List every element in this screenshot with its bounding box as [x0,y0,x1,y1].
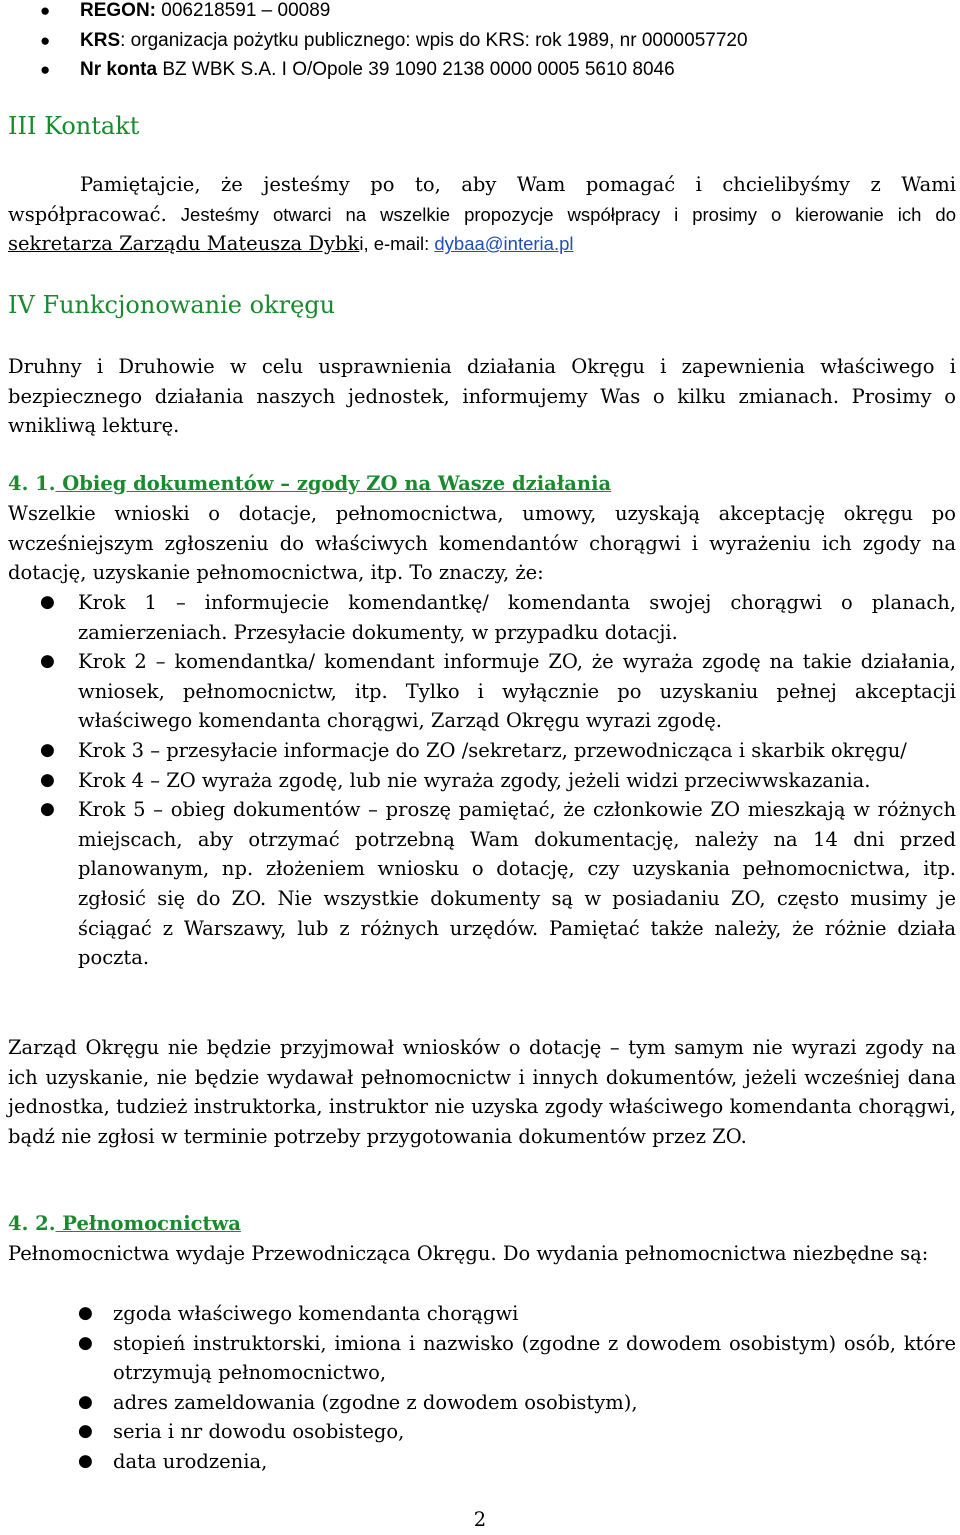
list-item [8,1417,956,1447]
documents-closing: Zarząd Okręgu nie będzie przyjmował wniosków o dotację – tym samym nie wyrazi zgody na ich uzyskanie, nie będzie wydawał pełnomocnictw i innych dokumentów, jeżeli wcześniej dana jednostka, tudzież instruktorka, instruktor nie uzyska zgody właściwego komendanta chorągwi, bądź nie zgłosi w terminie potrzeby przygotowania dokumentów przez ZO. [8,1036,956,1148]
bullet-icon: ● [40,30,51,50]
krs-label: KRS [80,29,121,51]
organization-details-list [0,0,960,85]
bullet-icon: ● [40,592,55,612]
contact-body: współpracować. Jesteśmy otwarci na wszelkie propozycje współpracy i prosimy o kierowanie ich do sekretarza Zarządu Mateusza Dybki, e-mail: dybaa@interia.pl [8,202,956,256]
list-item [8,795,956,973]
requirement-text: seria i nr dowodu osobistego, [113,1420,405,1444]
bullet-icon: ● [40,799,55,820]
list-item [0,26,960,56]
bullet-icon: ● [78,1332,93,1353]
requirement-text: data urodzenia, [113,1449,268,1473]
list-item [8,1299,956,1329]
subsection-number: 4. 1. [8,472,56,495]
section-heading-functioning: IV Funkcjonowanie okręgu [8,291,336,319]
list-item [8,766,956,796]
bullet-icon: ● [78,1421,93,1442]
step-text: Krok 2 – komendantka/ komendant informuje ZO, że wyraża zgodę na takie działania, wniosek, pełnomocnictw, itp. Tylko i wyłącznie po uzyskaniu pełnej akceptacji właściwego komendanta chorągwi, Zarząd Okręgu wyrazi zgodę. [78,650,956,733]
subsection-number: 4. 2. [8,1212,56,1235]
account-label: Nr konta [80,59,158,81]
bullet-icon: ● [40,1,51,20]
list-item [8,588,956,647]
step-text: Krok 1 – informujecie komendantkę/ komendanta swojej chorągwi o planach, zamierzeniach. Przesyłacie dokumenty, w przypadku dotacji. [78,591,956,644]
bullet-icon: ● [78,1303,93,1323]
list-item [8,1388,956,1418]
list-item [8,1329,956,1388]
bullet-icon: ● [40,60,51,80]
powers-intro: Pełnomocnictwa wydaje Przewodnicząca Okręgu. Do wydania pełnomocnictwa niezbędne są: [8,1242,929,1265]
list-item [8,647,956,736]
regon-label: REGON: [80,0,156,21]
functioning-intro: Druhny i Druhowie w celu usprawnienia działania Okręgu i zapewnienia właściwego i bezpiecznego działania naszych jednostek, informujemy Was o kilku zmianach. Prosimy o wnikliwą lekturę. [8,355,956,438]
list-item [8,1447,956,1477]
step-text: Krok 3 – przesyłacie informacje do ZO /sekretarz, przewodnicząca i skarbik okręgu/ [78,738,907,762]
subsection-heading-powers [8,1209,241,1239]
documents-intro: Wszelkie wnioski o dotacje, pełnomocnictwa, umowy, uzyskają akceptację okręgu po wcześniejszym zgłoszeniu do właściwych komendantów chorągwi i wyrażeniu ich zgody na dotację, uzyskanie pełnomocnictwa, itp. To znaczy, że: [8,502,956,585]
requirement-text: adres zameldowania (zgodne z dowodem osobistym), [113,1390,638,1414]
bullet-icon: ● [40,769,55,790]
krs-value: : organizacja pożytku publicznego: wpis do KRS: rok 1989, nr 0000057720 [120,29,748,51]
requirement-text: stopień instruktorski, imiona i nazwisko (zgodne z dowodem osobistym) osób, które otrzymują pełnomocnictwo, [113,1331,956,1385]
email-link[interactable]: dybaa@interia.pl [434,233,574,255]
section-heading-contact: III Kontakt [8,112,140,140]
bullet-icon: ● [78,1391,93,1412]
list-item [0,55,960,85]
list-item [0,0,960,26]
bullet-icon: ● [40,651,55,672]
subsection-title: Obieg dokumentów – zgody ZO na Wasze działania [55,472,612,495]
account-value: BZ WBK S.A. I O/Opole 39 1090 2138 0000 0005 5610 8046 [157,59,675,81]
bullet-icon: ● [40,739,55,760]
requirements-list [8,1299,956,1477]
requirement-text: zgoda właściwego komendanta chorągwi [113,1302,519,1325]
contact-first-line: Pamiętajcie, że jesteśmy po to, aby Wam pomagać i chcielibyśmy z Wami [80,173,956,196]
step-text: Krok 5 – obieg dokumentów – proszę pamiętać, że członkowie ZO mieszkają w różnych miejscach, aby otrzymać potrzebną Wam dokumentację, należy na 14 dni przed planowanym, np. złożeniem wniosku o dotację, czy uzyskania pełnomocnictwa, itp. zgłosić się do ZO. Nie wszystkie dokumenty są w posiadaniu ZO, często musimy je ściągać z Warszawy, lub z różnych urzędów. Pamiętać także należy, że różnie działa poczta. [78,798,956,970]
steps-list [8,588,956,973]
subsection-heading-documents [8,469,611,499]
regon-value: 006218591 – 00089 [156,0,331,21]
list-item [8,736,956,766]
secretary-link[interactable]: sekretarza Zarządu Mateusza Dybk [8,232,360,256]
contact-paragraph [8,170,956,259]
step-text: Krok 4 – ZO wyraża zgodę, lub nie wyraża zgody, jeżeli widzi przeciwwskazania. [78,768,871,792]
page-number: 2 [473,1508,487,1531]
subsection-title: Pełnomocnictwa [55,1212,241,1235]
bullet-icon: ● [78,1450,93,1471]
